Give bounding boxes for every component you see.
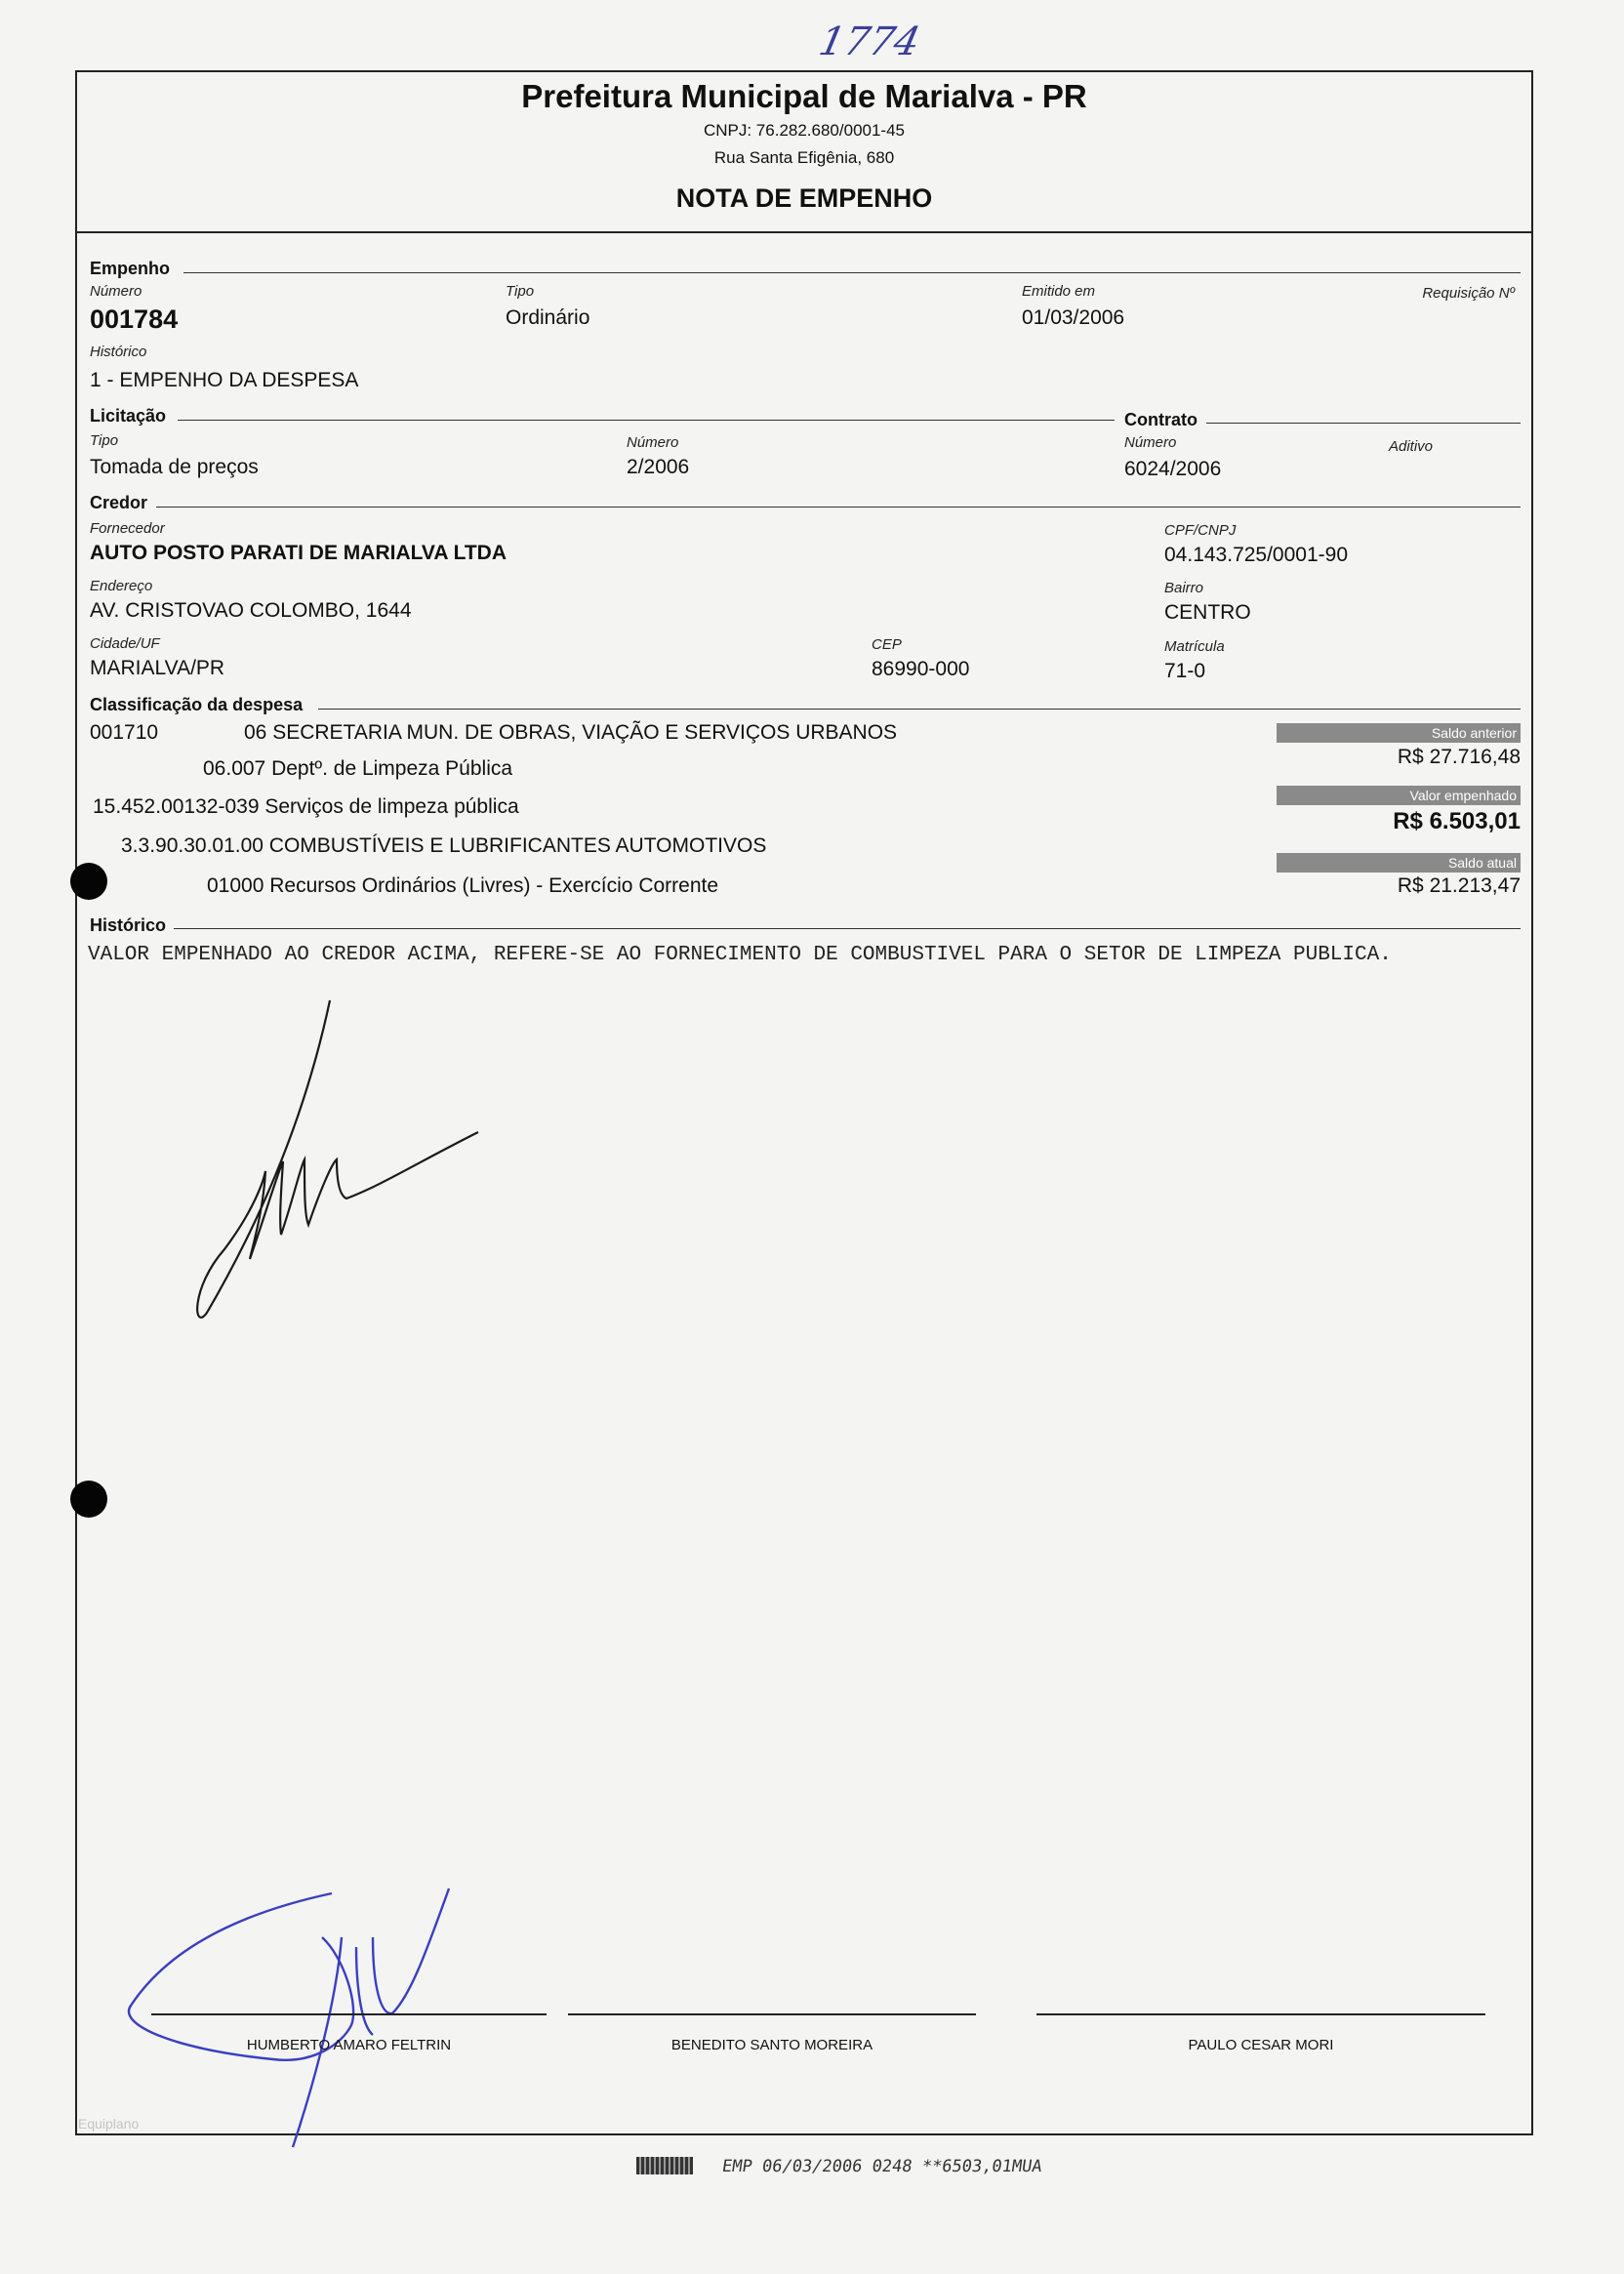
signature-line-1 [151, 2013, 547, 2015]
contrato-numero-label: Número [1124, 434, 1177, 451]
credor-cep: 86990-000 [872, 658, 970, 680]
section-credor: Credor [90, 493, 148, 512]
software-label: Equiplano [78, 2116, 140, 2132]
header-address: Rua Santa Efigênia, 680 [713, 148, 895, 167]
classificacao-orgao: 06 SECRETARIA MUN. DE OBRAS, VIAÇÃO E SERVIÇOS URBANOS [244, 721, 898, 744]
credor-fornecedor-label: Fornecedor [90, 520, 165, 537]
punch-hole-top [70, 863, 107, 900]
signatory-3: PAULO CESAR MORI [1188, 2037, 1334, 2053]
classificacao-unidade: 06.007 Deptº. de Limpeza Pública [203, 757, 513, 780]
credor-cidade: MARIALVA/PR [90, 657, 225, 679]
credor-matricula: 71-0 [1164, 660, 1206, 682]
section-empenho: Empenho [90, 259, 171, 278]
punch-hole-bottom [70, 1481, 107, 1518]
saldo-anterior-value: R$ 27.716,48 [1397, 746, 1521, 768]
credor-cpf: 04.143.725/0001-90 [1164, 544, 1349, 566]
stamp-logo [636, 2157, 693, 2174]
empenho-numero: 001784 [90, 305, 179, 334]
contrato-rule [1206, 423, 1521, 424]
credor-cep-label: CEP [872, 636, 902, 653]
licitacao-tipo-label: Tipo [90, 432, 119, 449]
credor-fornecedor: AUTO POSTO PARATI DE MARIALVA LTDA [90, 542, 507, 564]
empenho-rule [183, 272, 1521, 273]
licitacao-numero-label: Número [627, 434, 679, 451]
empenho-emitido: 01/03/2006 [1022, 306, 1125, 329]
empenho-requisicao-label: Requisição Nº [1422, 285, 1515, 302]
signatory-1: HUMBERTO AMARO FELTRIN [246, 2037, 452, 2053]
licitacao-numero: 2/2006 [627, 456, 690, 478]
document-title: NOTA DE EMPENHO [675, 183, 933, 213]
licitacao-rule [178, 420, 1115, 421]
historico-rule [174, 928, 1521, 929]
empenho-numero-label: Número [90, 283, 142, 300]
classificacao-fonte: 01000 Recursos Ordinários (Livres) - Exercício Corrente [207, 874, 719, 897]
credor-rule [156, 507, 1521, 508]
credor-bairro-label: Bairro [1164, 580, 1204, 596]
historico-text: VALOR EMPENHADO AO CREDOR ACIMA, REFERE-SE AO FORNECIMENTO DE COMBUSTIVEL PARA O SETOR DE LIMPEZA PUBLICA. [88, 944, 1392, 966]
header-title: Prefeitura Municipal de Marialva - PR [521, 78, 1087, 114]
saldo-atual-bar: Saldo atual [1277, 853, 1521, 873]
signature-line-3 [1036, 2013, 1485, 2015]
empenho-historico-label: Histórico [90, 344, 147, 360]
contrato-numero: 6024/2006 [1124, 458, 1222, 480]
header-divider [75, 231, 1533, 233]
credor-matricula-label: Matrícula [1164, 638, 1225, 655]
classificacao-natureza: 3.3.90.30.01.00 COMBUSTÍVEIS E LUBRIFICANTES AUTOMOTIVOS [121, 834, 767, 857]
credor-endereco: AV. CRISTOVAO COLOMBO, 1644 [90, 599, 412, 622]
valor-empenhado-bar: Valor empenhado [1277, 786, 1521, 805]
classificacao-code: 001710 [90, 721, 159, 744]
contrato-aditivo-label: Aditivo [1389, 438, 1434, 455]
saldo-anterior-bar: Saldo anterior [1277, 723, 1521, 743]
credor-bairro: CENTRO [1164, 601, 1251, 624]
empenho-tipo: Ordinário [506, 306, 590, 329]
signature-scribble [185, 995, 498, 1327]
empenho-tipo-label: Tipo [506, 283, 535, 300]
payment-stamp: EMP 06/03/2006 0248 **6503,01MUA [720, 2157, 1043, 2176]
section-licitacao: Licitação [90, 406, 167, 426]
saldo-atual-value: R$ 21.213,47 [1397, 874, 1521, 897]
section-classificacao: Classificação da despesa [90, 695, 304, 714]
empenho-historico: 1 - EMPENHO DA DESPESA [90, 369, 359, 391]
signatory-2: BENEDITO SANTO MOREIRA [670, 2037, 873, 2053]
section-historico: Histórico [90, 915, 167, 935]
credor-cidade-label: Cidade/UF [90, 635, 160, 652]
credor-cpf-label: CPF/CNPJ [1164, 522, 1237, 539]
header-cnpj: CNPJ: 76.282.680/0001-45 [703, 121, 906, 140]
classificacao-rule [318, 709, 1521, 710]
valor-empenhado-value: R$ 6.503,01 [1393, 808, 1521, 834]
empenho-emitido-label: Emitido em [1022, 283, 1096, 300]
credor-endereco-label: Endereço [90, 578, 153, 594]
signature-blue [117, 1879, 468, 2157]
signature-line-2 [568, 2013, 976, 2015]
section-contrato: Contrato [1124, 410, 1198, 429]
classificacao-funcional: 15.452.00132-039 Serviços de limpeza pública [93, 795, 519, 818]
licitacao-tipo: Tomada de preços [90, 456, 259, 478]
handwritten-page-number: 1774 [815, 20, 924, 64]
